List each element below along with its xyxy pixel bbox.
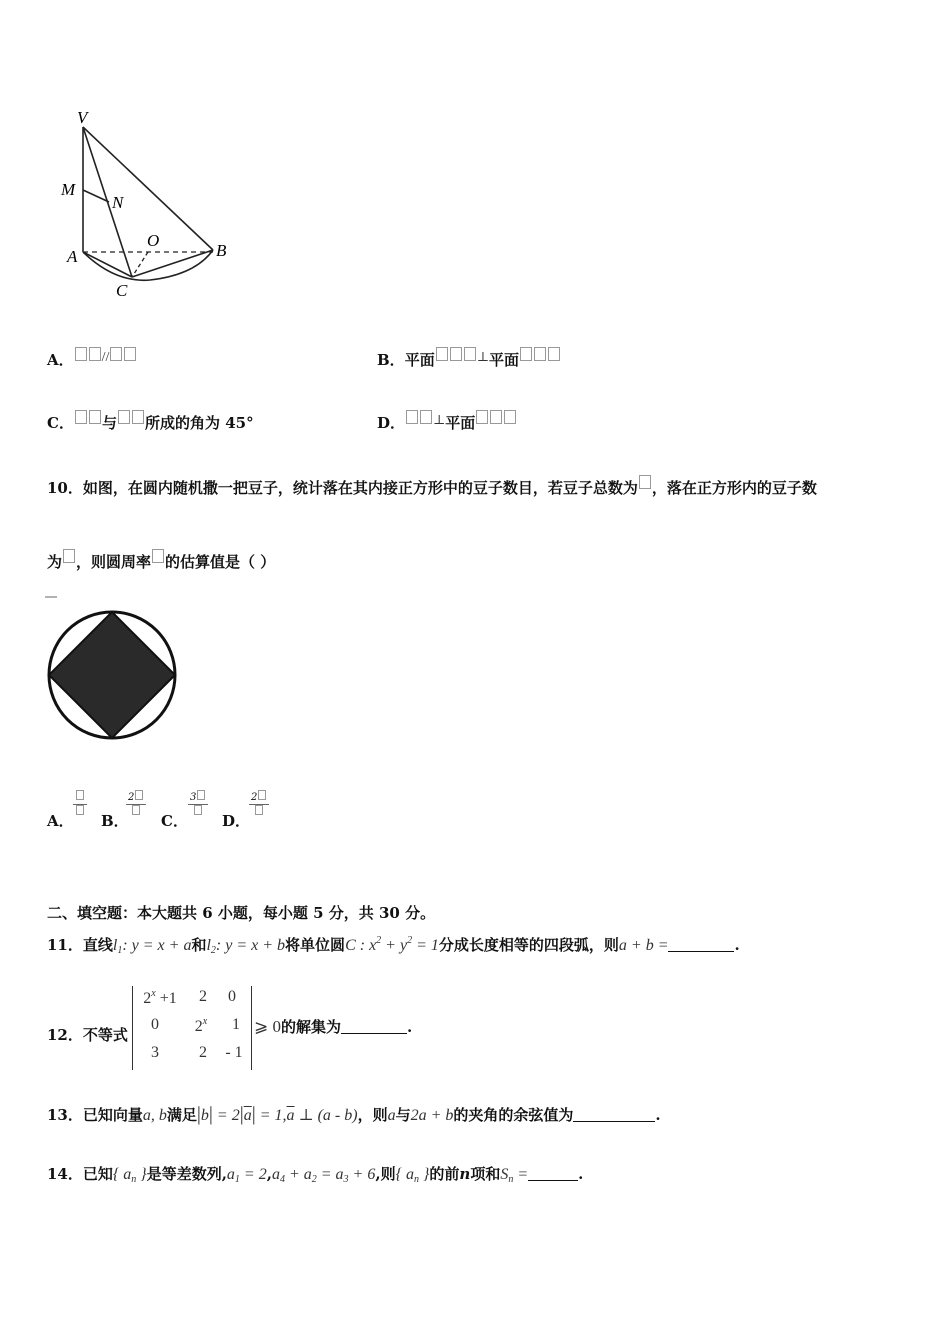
fraction-numerator: [126, 790, 146, 805]
circle-square-figure: [45, 595, 185, 750]
fraction: [249, 790, 269, 819]
formula-placeholder: [152, 549, 164, 563]
fraction: [126, 790, 146, 819]
question-text: 的解集为: [281, 1018, 342, 1036]
formula-placeholder: [76, 805, 84, 815]
question-text: 的估算值是（ ）: [165, 553, 276, 571]
label-b: B: [216, 241, 227, 260]
symbol: a: [226, 1166, 235, 1183]
q9-option-d: [377, 410, 517, 433]
comma: ,: [266, 1165, 272, 1183]
perp-symbol: ⊥: [476, 349, 489, 364]
line-l1: [113, 937, 192, 954]
formula-placeholder: [258, 790, 266, 800]
cell-value: 0: [151, 1016, 159, 1033]
option-label: A．: [47, 351, 74, 369]
question-text: 为: [47, 553, 63, 571]
q10-option-c-frac: [188, 790, 208, 825]
answer-blank[interactable]: [573, 1107, 655, 1122]
q10-option-b-frac: [126, 790, 146, 825]
question-text: 的前: [429, 1165, 460, 1183]
question-text: ,则: [375, 1165, 396, 1183]
q12-label: 12．不等式: [47, 1026, 128, 1044]
equation: =: [513, 1166, 529, 1183]
subscript: n: [131, 1174, 137, 1185]
matrix-cell: [217, 988, 247, 1006]
formula-placeholder: [75, 347, 87, 361]
expression: 2a + b: [410, 1107, 454, 1124]
cell-value: 2: [199, 988, 207, 1005]
answer-blank[interactable]: [668, 937, 734, 952]
matrix-cell: [221, 1016, 251, 1034]
condition-2: [272, 1166, 375, 1183]
question-text: 将单位圆: [285, 936, 346, 954]
unit-circle-equation: [345, 937, 439, 954]
q11: [47, 934, 740, 956]
q9-option-a: [47, 347, 137, 370]
condition-1: [227, 1166, 267, 1183]
subscript: 1: [234, 1174, 240, 1185]
equation: C : x: [345, 937, 377, 954]
question-text: 是等差数列,: [146, 1165, 227, 1183]
q10-option-a-frac: [73, 790, 87, 825]
equation: = 1,: [255, 1107, 287, 1124]
formula-placeholder: [89, 347, 101, 361]
formula-placeholder: [436, 347, 448, 361]
question-text: 11．直线: [47, 936, 113, 954]
edge-bc: [132, 250, 213, 277]
matrix-cell: [135, 1044, 175, 1062]
answer-blank[interactable]: [528, 1166, 578, 1181]
q10-option-d-frac: [249, 790, 269, 825]
question-text: 的夹角的余弦值为: [453, 1106, 574, 1124]
fraction-numerator: [188, 790, 208, 805]
determinant: [132, 986, 252, 1070]
label-v: V: [77, 108, 88, 127]
option-label: C．: [47, 414, 74, 432]
q10-option-c: [161, 810, 188, 831]
formula-placeholder: [124, 347, 136, 361]
q9-option-b: [377, 347, 561, 370]
geometry-figure: [55, 105, 245, 305]
q10-option-d: [222, 810, 250, 831]
superscript: x: [202, 1016, 208, 1027]
option-text: 平面: [488, 351, 519, 369]
fraction-numerator: [73, 790, 87, 805]
subscript: n: [508, 1174, 514, 1185]
variable-n: n: [459, 1165, 471, 1183]
formula-placeholder: [520, 347, 532, 361]
expression: (a - b): [317, 1107, 358, 1124]
question-text: 10．如图，在圆内随机撒一把豆子，统计落在其内接正方形中的豆子数目，若豆子总数为: [47, 479, 638, 497]
vector-a: $\overline{a}$: [286, 1107, 295, 1124]
perp-symbol: ⊥: [294, 1107, 318, 1124]
formula-placeholder: [63, 549, 75, 563]
label-o: O: [147, 231, 160, 250]
q12-tail: [254, 1016, 412, 1037]
question-text: 满足: [166, 1106, 197, 1124]
base-arc: [83, 250, 213, 280]
equation: = a: [316, 1166, 344, 1183]
q10-line1: [47, 475, 817, 498]
sequence-symbol: }: [418, 1166, 430, 1183]
period: .: [578, 1165, 584, 1183]
formula-placeholder: [110, 347, 122, 361]
fraction: [73, 790, 87, 819]
section-heading: 二、填空题：本大题共 6 小题，每小题 5 分，共 30 分。: [47, 904, 436, 922]
question-text: ，则: [357, 1106, 388, 1124]
subscript: 4: [279, 1174, 285, 1185]
vector-a: a: [387, 1107, 396, 1124]
numerator-value: 2: [128, 792, 135, 803]
symbol: l: [112, 937, 118, 954]
superscript: x: [151, 988, 156, 999]
formula-placeholder: [450, 347, 462, 361]
option-label: B．: [101, 812, 129, 830]
ask-expression: a + b =: [618, 937, 669, 954]
numerator-value: 2: [251, 792, 258, 803]
matrix-cell: [135, 988, 185, 1008]
q9-option-c: [47, 410, 254, 433]
sum-expression: [500, 1166, 528, 1183]
matrix-cell: [181, 1016, 221, 1036]
option-label: D．: [222, 812, 251, 830]
matrix-cell: [217, 1044, 251, 1062]
q10-line2: [47, 549, 275, 572]
matrix-cell: [135, 1016, 175, 1034]
symbol: S: [500, 1166, 509, 1183]
formula-placeholder: [476, 410, 488, 424]
formula-placeholder: [504, 410, 516, 424]
equation: = 1: [412, 937, 439, 954]
symbol: a: [271, 1166, 280, 1183]
vector-b: b: [200, 1107, 209, 1124]
equation: + a: [284, 1166, 312, 1183]
label-m: M: [61, 180, 76, 199]
inequality: ⩾ 0: [254, 1017, 281, 1036]
cell-value: - 1: [225, 1044, 243, 1061]
cell-value: 3: [151, 1044, 159, 1061]
formula-placeholder: [197, 790, 205, 800]
cell-value: 1: [232, 1016, 240, 1033]
option-label: C．: [161, 812, 188, 830]
formula-placeholder: [75, 410, 87, 424]
equation: + 6: [348, 1166, 376, 1183]
option-label: A．: [47, 812, 74, 830]
fraction-numerator: [249, 790, 269, 805]
formula-placeholder: [118, 410, 130, 424]
question-text: 项和: [470, 1165, 501, 1183]
sequence-symbol: { a: [395, 1166, 414, 1183]
subscript: 2: [311, 1174, 317, 1185]
formula-placeholder: [132, 410, 144, 424]
condition: $|b| = 2|\overline{a}| = 1,\overline{a}$ ⊥ (a - b): [196, 1103, 358, 1125]
superscript: 2: [407, 935, 413, 946]
q14: [47, 1163, 583, 1185]
subscript: 1: [117, 945, 123, 956]
formula-placeholder: [490, 410, 502, 424]
formula-placeholder: [132, 805, 140, 815]
subscript: 2: [210, 945, 216, 956]
equation: : y = x + b: [215, 937, 286, 954]
option-text: 所成的角为 45°: [144, 414, 254, 432]
formula-placeholder: [135, 790, 143, 800]
sequence-symbol: { a: [112, 1166, 132, 1183]
option-text: 与: [101, 414, 117, 432]
question-text: 和: [191, 936, 207, 954]
answer-blank[interactable]: [341, 1019, 407, 1034]
fraction: [188, 790, 208, 819]
sequence: [113, 1166, 147, 1183]
vector-a: $\overline{a}$: [243, 1107, 252, 1124]
q13: [47, 1103, 661, 1126]
period: .: [734, 936, 740, 954]
equation: = 2: [239, 1166, 267, 1183]
cell-value: 2: [199, 1044, 207, 1061]
question-text: ，则圆周率: [76, 553, 152, 571]
period: .: [655, 1106, 661, 1124]
subscript: 3: [343, 1174, 349, 1185]
subscript: n: [413, 1174, 419, 1185]
question-text: 与: [395, 1106, 411, 1124]
option-label: B．: [377, 351, 405, 369]
question-text: ，落在正方形内的豆子数: [651, 479, 817, 497]
formula-placeholder: [406, 410, 418, 424]
cell-value: 0: [228, 988, 236, 1005]
question-text: 14．已知: [47, 1165, 113, 1183]
equation: = 2: [212, 1107, 240, 1124]
option-text: 平面: [445, 414, 476, 432]
vectors: a, b: [142, 1107, 167, 1124]
formula-placeholder: [548, 347, 560, 361]
formula-placeholder: [639, 475, 651, 489]
superscript: 2: [376, 935, 382, 946]
q10-option-a: [47, 810, 74, 831]
numerator-value: 3: [190, 792, 197, 803]
sequence: [396, 1166, 430, 1183]
option-label: D．: [377, 414, 406, 432]
formula-placeholder: [464, 347, 476, 361]
equation: : y = x + a: [122, 937, 192, 954]
perp-symbol: ⊥: [433, 412, 446, 427]
formula-placeholder: [255, 805, 263, 815]
sequence-symbol: }: [136, 1166, 147, 1183]
cell-value: +1: [155, 990, 177, 1007]
cell-value: 2: [194, 1018, 203, 1035]
parallel-symbol: //: [101, 350, 110, 365]
formula-placeholder: [420, 410, 432, 424]
formula-placeholder: [534, 347, 546, 361]
question-text: 分成长度相等的四段弧，则: [438, 936, 619, 954]
cell-value: 2: [143, 990, 152, 1007]
label-a: A: [67, 247, 78, 266]
label-c: C: [116, 281, 128, 300]
question-text: 13．已知向量: [47, 1106, 143, 1124]
equation: + y: [381, 937, 408, 954]
label-n: N: [112, 193, 124, 212]
formula-placeholder: [89, 410, 101, 424]
period: .: [407, 1018, 413, 1036]
symbol: l: [206, 937, 211, 954]
formula-placeholder: [194, 805, 202, 815]
formula-placeholder: [76, 790, 84, 800]
q10-option-b: [101, 810, 129, 831]
option-text: 平面: [404, 351, 435, 369]
line-l2: [206, 937, 285, 954]
